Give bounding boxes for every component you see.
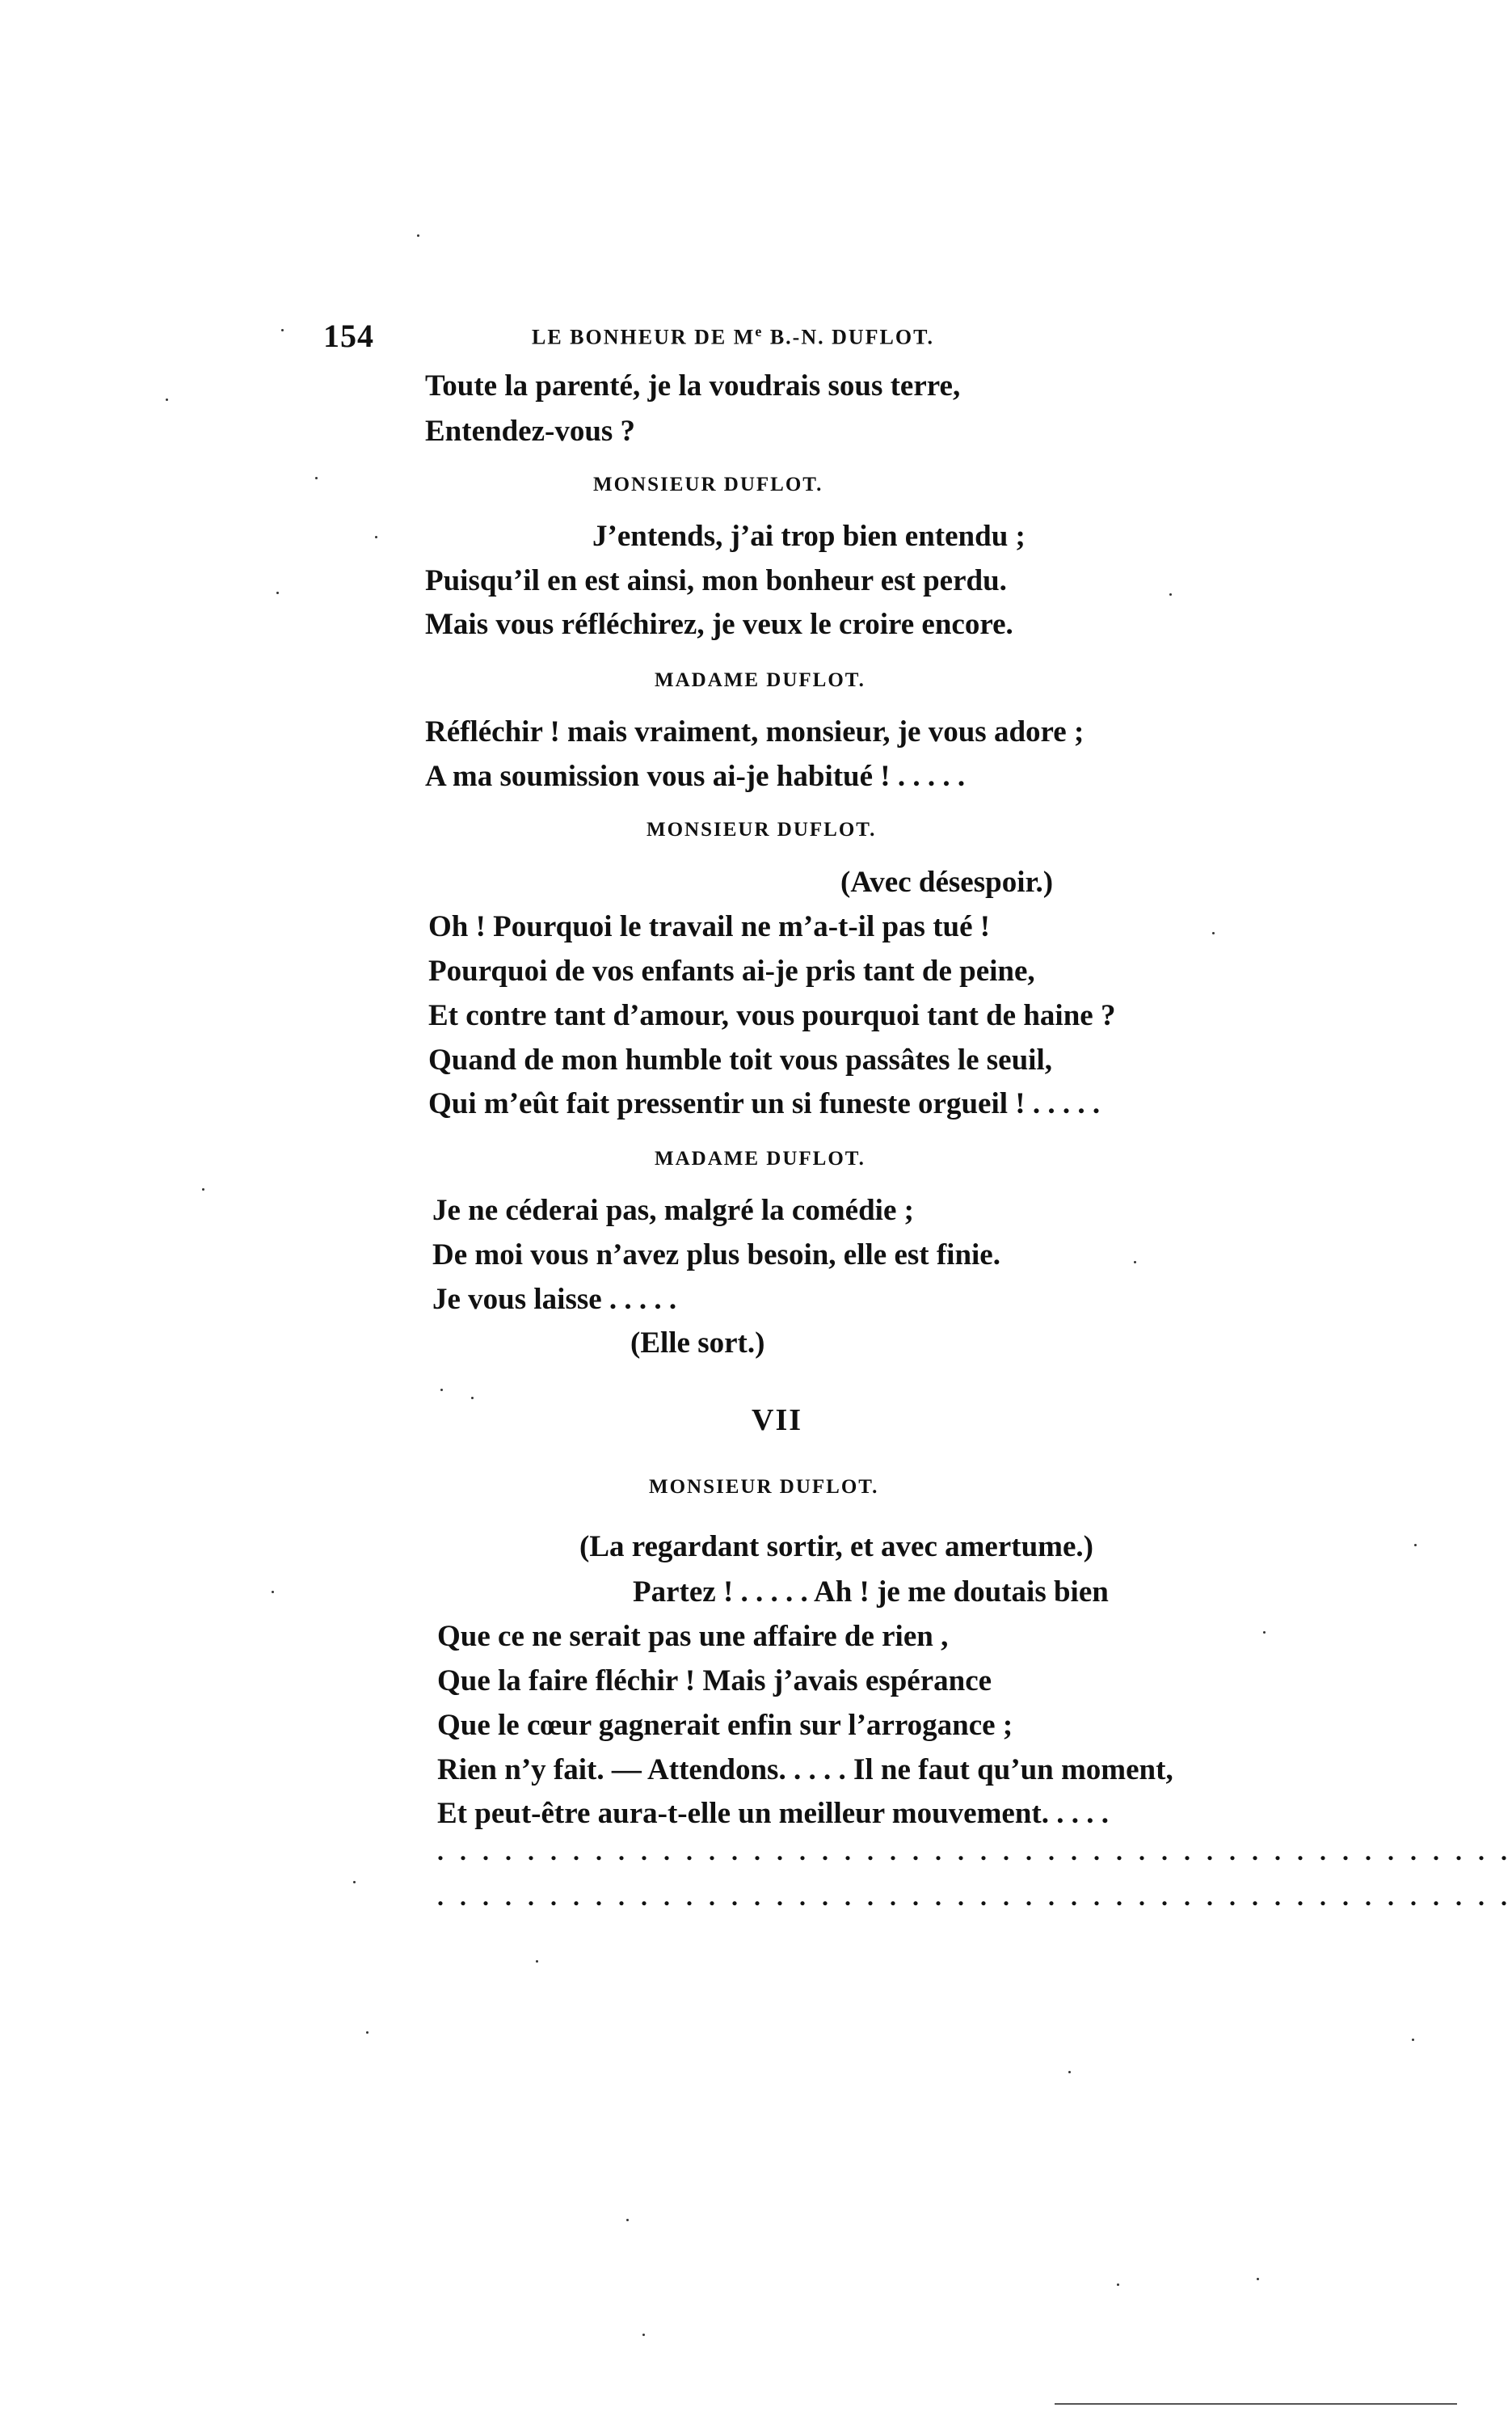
scan-speck (315, 477, 318, 479)
running-title-superscript: e (755, 323, 764, 339)
page-header (323, 317, 1131, 357)
scan-speck (276, 592, 279, 594)
running-title (532, 323, 934, 350)
verse-line: Pourquoi de vos enfants ai-je pris tant de peine, (428, 955, 1035, 988)
scan-speck (1257, 2278, 1259, 2280)
running-title-rest: B.-N. DUFLOT. (763, 325, 935, 349)
verse-line: De moi vous n’avez plus besoin, elle est finie. (432, 1238, 1000, 1271)
scan-speck (1412, 2039, 1414, 2041)
verse-line: Qui m’eût fait pressentir un si funeste orgueil ! . . . . . (428, 1087, 1101, 1120)
verse-line: A ma soumission vous ai-je habitué ! . . . . . (425, 760, 966, 793)
ellipsis-row: . . . . . . . . . . . . . . . . . . . . . . . . . . . . . . . . . . . . . . . . . . . . . . . . (437, 1836, 1512, 1866)
scan-speck (272, 1591, 274, 1593)
stage-direction: (Avec désespoir.) (840, 866, 1054, 899)
scan-speck (440, 1389, 443, 1391)
scan-speck (1134, 1261, 1136, 1263)
scan-speck (281, 329, 284, 331)
scan-speck (1212, 932, 1215, 934)
speaker-name: MADAME DUFLOT. (655, 1148, 866, 1170)
running-title-main: LE BONHEUR DE M (532, 325, 756, 349)
scan-speck (642, 2334, 645, 2336)
verse-line: Réfléchir ! mais vraiment, monsieur, je vous adore ; (425, 715, 1085, 748)
scan-speck (202, 1188, 204, 1191)
verse-line: Partez ! . . . . . Ah ! je me doutais bien (633, 1575, 1109, 1609)
scan-speck (1169, 593, 1172, 596)
verse-line: Entendez-vous ? (425, 415, 636, 448)
scan-speck (1414, 1544, 1417, 1546)
verse-line: J’entends, j’ai trop bien entendu ; (592, 520, 1026, 553)
scan-speck (417, 234, 419, 237)
verse-line: Et peut-être aura-t-elle un meilleur mouvement. . . . . (437, 1797, 1109, 1830)
verse-line: Rien n’y fait. — Attendons. . . . . Il ne faut qu’un moment, (437, 1753, 1173, 1786)
speaker-name: MONSIEUR DUFLOT. (649, 1476, 879, 1498)
scan-speck (536, 1960, 538, 1963)
scan-speck (353, 1881, 356, 1883)
verse-line: Et contre tant d’amour, vous pourquoi tant de haine ? (428, 999, 1116, 1032)
scan-speck (375, 536, 377, 538)
verse-line: Que la faire fléchir ! Mais j’avais espérance (437, 1664, 992, 1697)
scene-number: VII (752, 1403, 803, 1437)
scan-speck (1117, 2283, 1119, 2286)
verse-line: Je vous laisse . . . . . (432, 1283, 677, 1316)
scan-speck (1263, 1631, 1266, 1634)
speaker-name: MONSIEUR DUFLOT. (646, 819, 877, 841)
stage-direction: (La regardant sortir, et avec amertume.) (579, 1530, 1093, 1563)
verse-line: Mais vous réfléchirez, je veux le croire encore. (425, 608, 1013, 641)
scan-speck (626, 2219, 629, 2221)
speaker-name: MADAME DUFLOT. (655, 669, 866, 691)
speaker-name: MONSIEUR DUFLOT. (593, 474, 823, 495)
scan-speck (166, 398, 168, 401)
bottom-edge-rule (1055, 2403, 1457, 2405)
scan-speck (471, 1397, 474, 1399)
verse-line: Oh ! Pourquoi le travail ne m’a-t-il pas tué ! (428, 910, 991, 943)
verse-line: Je ne céderai pas, malgré la comédie ; (432, 1194, 914, 1227)
ellipsis-row: . . . . . . . . . . . . . . . . . . . . . . . . . . . . . . . . . . . . . . . . . . . . . . . . (437, 1882, 1512, 1911)
stage-direction: (Elle sort.) (630, 1326, 765, 1360)
verse-line: Quand de mon humble toit vous passâtes le seuil, (428, 1044, 1052, 1077)
verse-line: Que le cœur gagnerait enfin sur l’arrogance ; (437, 1709, 1013, 1742)
scan-speck (1068, 2071, 1071, 2073)
verse-line: Toute la parenté, je la voudrais sous terre, (425, 369, 961, 403)
verse-line: Que ce ne serait pas une affaire de rien , (437, 1620, 949, 1653)
scan-speck (366, 2031, 369, 2034)
page-number: 154 (323, 318, 374, 354)
verse-line: Puisqu’il en est ainsi, mon bonheur est perdu. (425, 564, 1007, 597)
